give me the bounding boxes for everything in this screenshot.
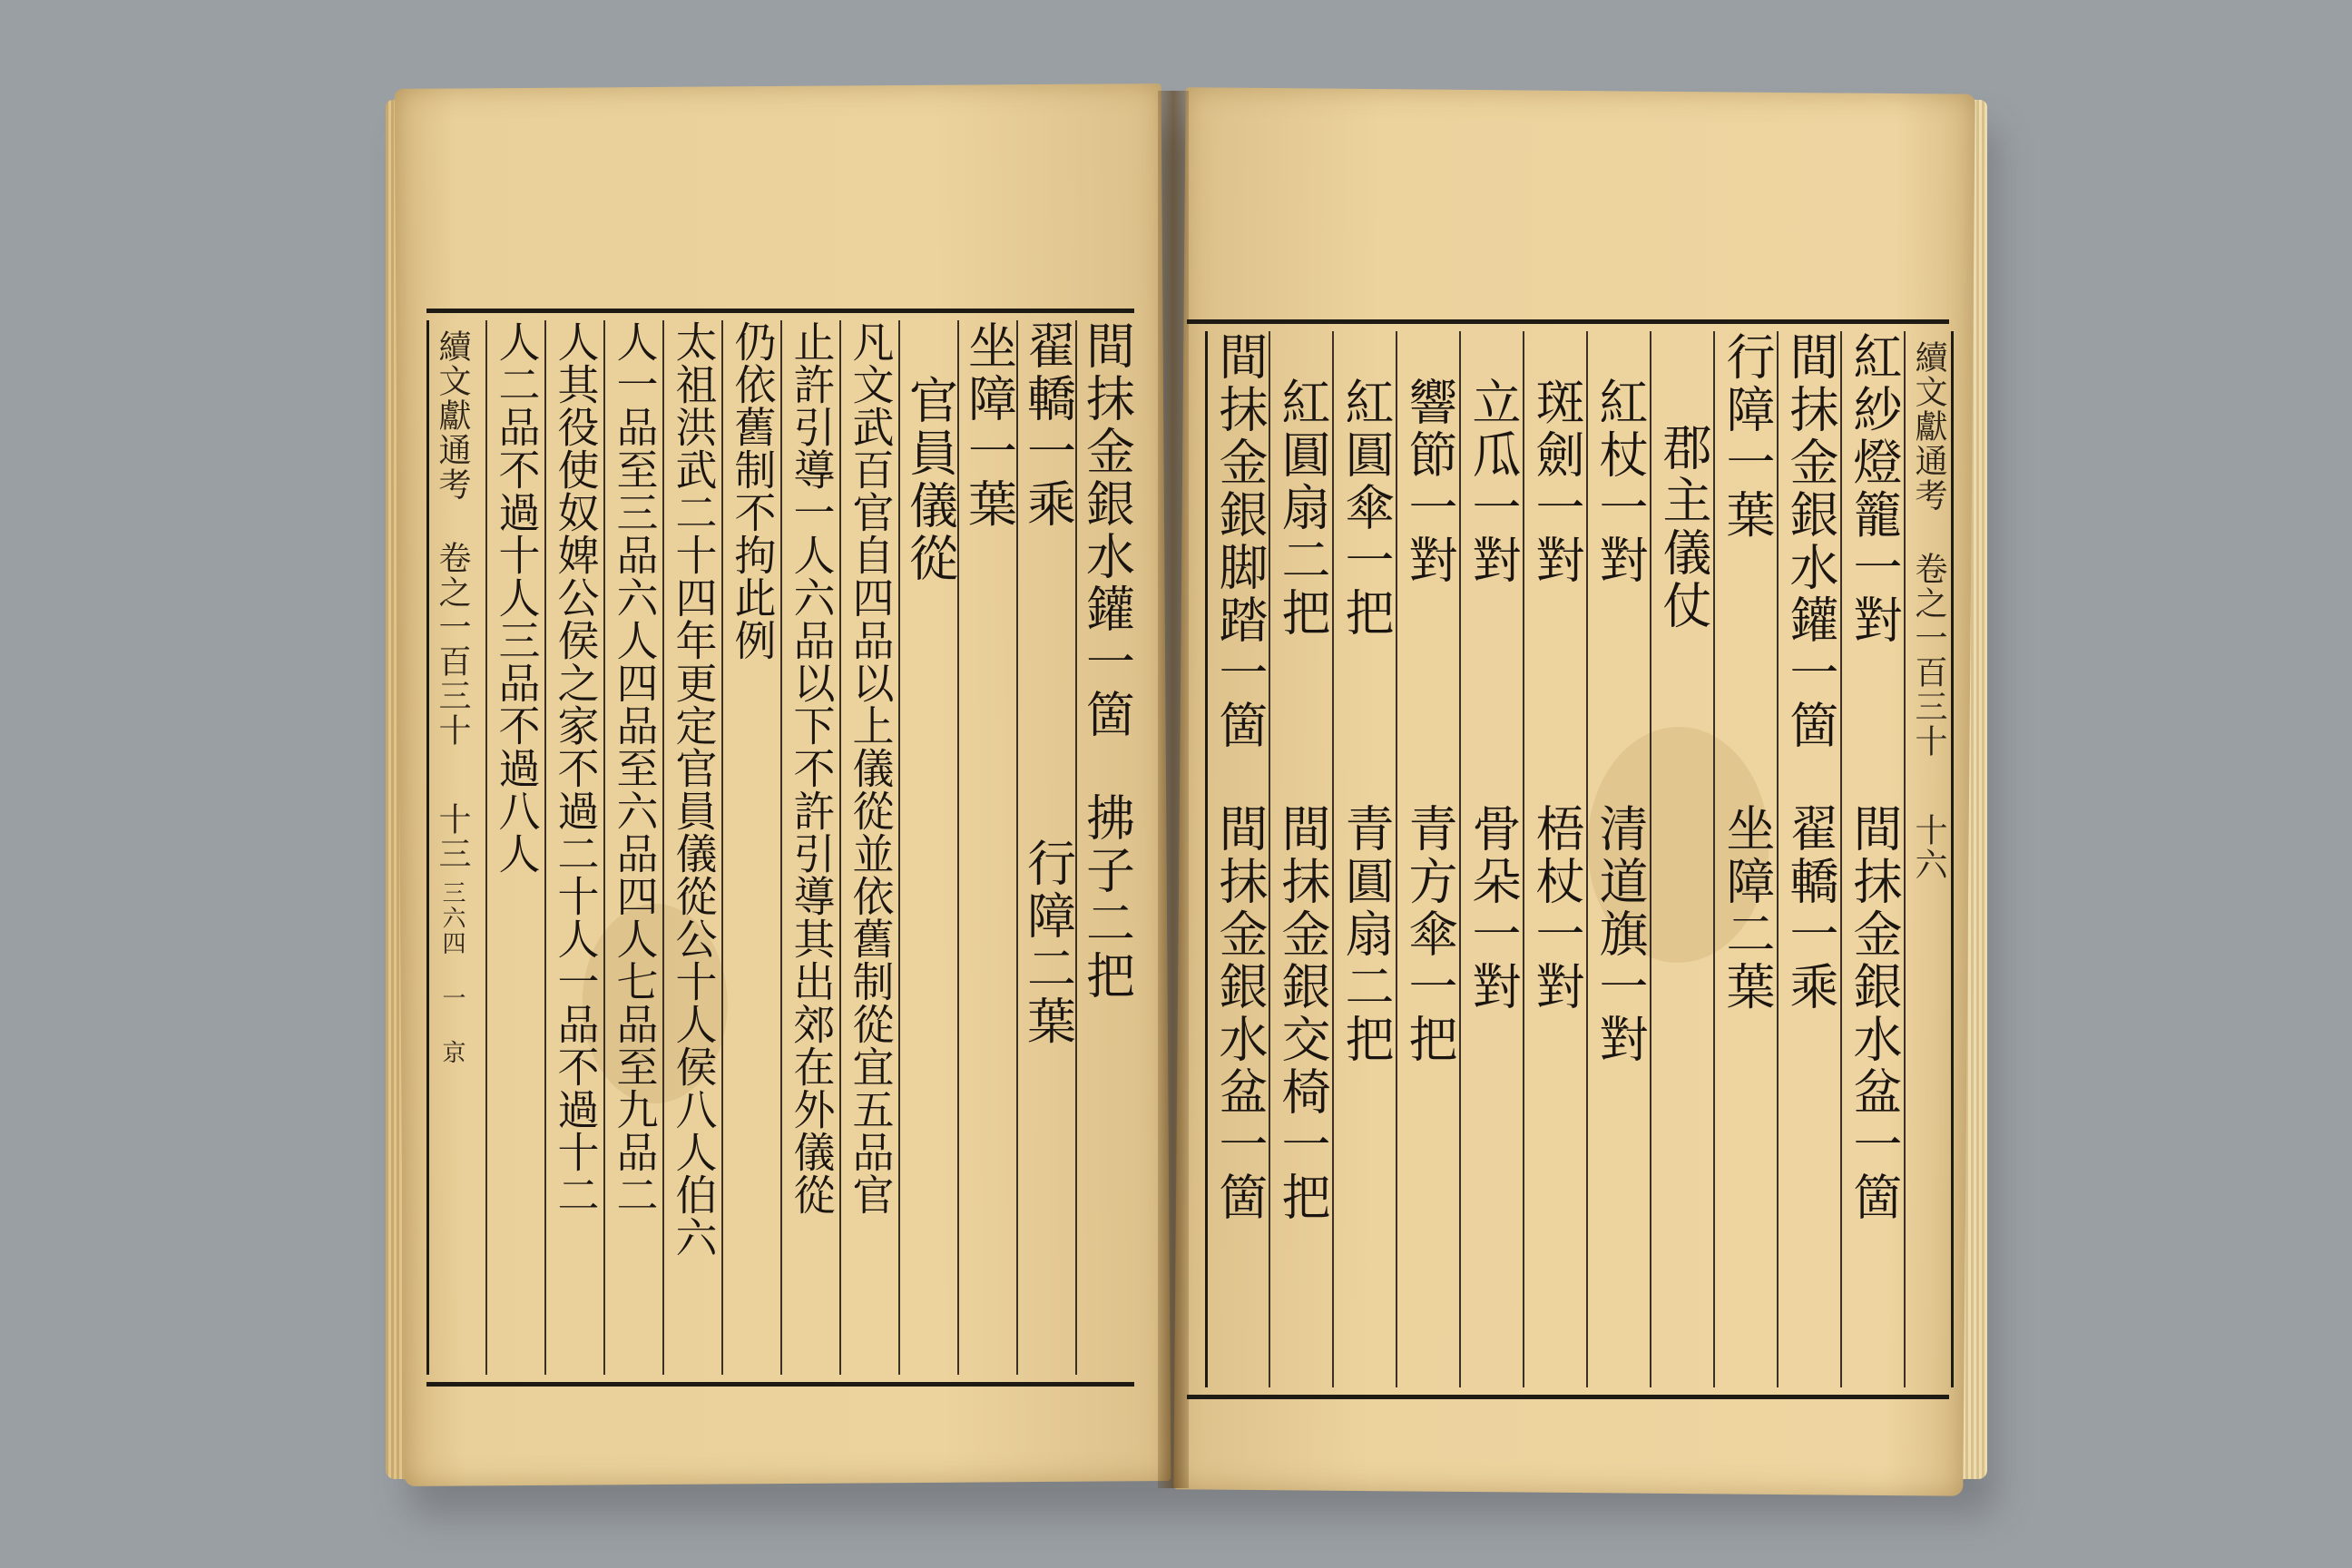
- column-text-lower: 拂子二把: [1078, 792, 1136, 1003]
- column-text-lower: 坐障二葉: [1719, 803, 1776, 1014]
- text-column: [898, 320, 959, 1375]
- text-column: [721, 320, 782, 1375]
- column-text-lower: 梧杖一對: [1528, 803, 1585, 1014]
- text-column: [780, 320, 841, 1375]
- text-column: [603, 320, 664, 1375]
- column-text-lower: 翟轎一乘: [1782, 803, 1839, 1014]
- text-column: [1777, 331, 1842, 1387]
- column-text-upper: 響節一對: [1401, 377, 1458, 587]
- column-text-lower: 行障二葉: [1019, 838, 1077, 1048]
- column-text-upper: 間抹金銀水鑵一箇: [1078, 320, 1136, 741]
- text-column: [1586, 331, 1651, 1387]
- column-text-upper: 仍依舊制不拘此例: [728, 320, 778, 662]
- left-text-frame: [426, 309, 1134, 1387]
- column-text-lower: 間抹金銀水盆一箇: [1846, 803, 1903, 1224]
- column-text-upper: 行障一葉: [1719, 331, 1776, 542]
- text-column: [662, 320, 723, 1375]
- text-column: [1523, 331, 1588, 1387]
- column-text-lower: 骨朵一對: [1465, 803, 1522, 1014]
- column-heading: 郡主儀仗: [1655, 422, 1712, 632]
- column-text-upper: 斑劍一對: [1528, 377, 1585, 587]
- column-text-upper: 人一品至三品六人四品至六品四人七品至九品二: [610, 320, 660, 1216]
- text-column: [1396, 331, 1461, 1387]
- text-column: [1205, 331, 1271, 1387]
- column-heading: 官員儀從: [901, 375, 959, 585]
- margin-title: 續文獻通考 卷之一百三十: [434, 329, 471, 748]
- column-text-upper: 紅杖一對: [1592, 377, 1649, 587]
- column-text-lower: 青圓扇二把: [1338, 803, 1395, 1066]
- text-column: [1840, 331, 1906, 1387]
- margin-footer: 三六四 一 京: [438, 880, 466, 1065]
- margin-folio: 十三: [434, 802, 471, 871]
- column-text-upper: 紅紗燈籠一對: [1846, 331, 1903, 647]
- column-text-upper: 間抹金銀水鑵一箇: [1782, 331, 1839, 752]
- column-text-lower: 青方傘一把: [1401, 803, 1458, 1066]
- column-text-upper: 立瓜一對: [1465, 377, 1522, 587]
- right-margin-strip: [1904, 331, 1954, 1387]
- text-column: [1713, 331, 1779, 1387]
- column-text-upper: 紅圓扇二把: [1274, 377, 1331, 640]
- column-text-lower: 間抹金銀水盆一箇: [1211, 803, 1269, 1224]
- text-column: [1332, 331, 1397, 1387]
- column-text-upper: 止許引導一人六品以下不許引導其出郊在外儀從: [787, 320, 837, 1216]
- text-column: [1269, 331, 1334, 1387]
- column-text-lower: 清道旗一對: [1592, 803, 1649, 1066]
- margin-title: 續文獻通考 卷之一百三十: [1910, 340, 1947, 759]
- text-column: [839, 320, 900, 1375]
- text-column: [1459, 331, 1524, 1387]
- column-text-upper: 坐障一葉: [960, 320, 1018, 531]
- text-column: [957, 320, 1018, 1375]
- column-text-lower: 間抹金銀交椅一把: [1274, 803, 1331, 1224]
- column-text-upper: 人其役使奴婢公侯之家不過二十人一品不過十二: [551, 320, 601, 1216]
- column-text-upper: 翟轎一乘: [1019, 320, 1077, 531]
- text-column: [1075, 320, 1136, 1375]
- column-text-upper: 紅圓傘一把: [1338, 377, 1395, 640]
- text-column: [1650, 331, 1715, 1387]
- text-column: [485, 320, 546, 1375]
- text-column: [1016, 320, 1077, 1375]
- margin-folio: 十六: [1910, 813, 1947, 882]
- column-text-upper: 人二品不過十人三品不過八人: [492, 320, 542, 875]
- column-text-upper: 凡文武百官自四品以上儀從並依舊制從宜五品官: [846, 320, 896, 1216]
- book-gutter: [1158, 91, 1189, 1488]
- right-text-frame: [1187, 319, 1949, 1399]
- text-column: [544, 320, 605, 1375]
- column-text-upper: 間抹金銀脚踏一箇: [1211, 331, 1269, 752]
- left-margin-strip: [426, 320, 475, 1375]
- column-text-upper: 太祖洪武二十四年更定官員儀從公十人侯八人伯六: [669, 320, 719, 1259]
